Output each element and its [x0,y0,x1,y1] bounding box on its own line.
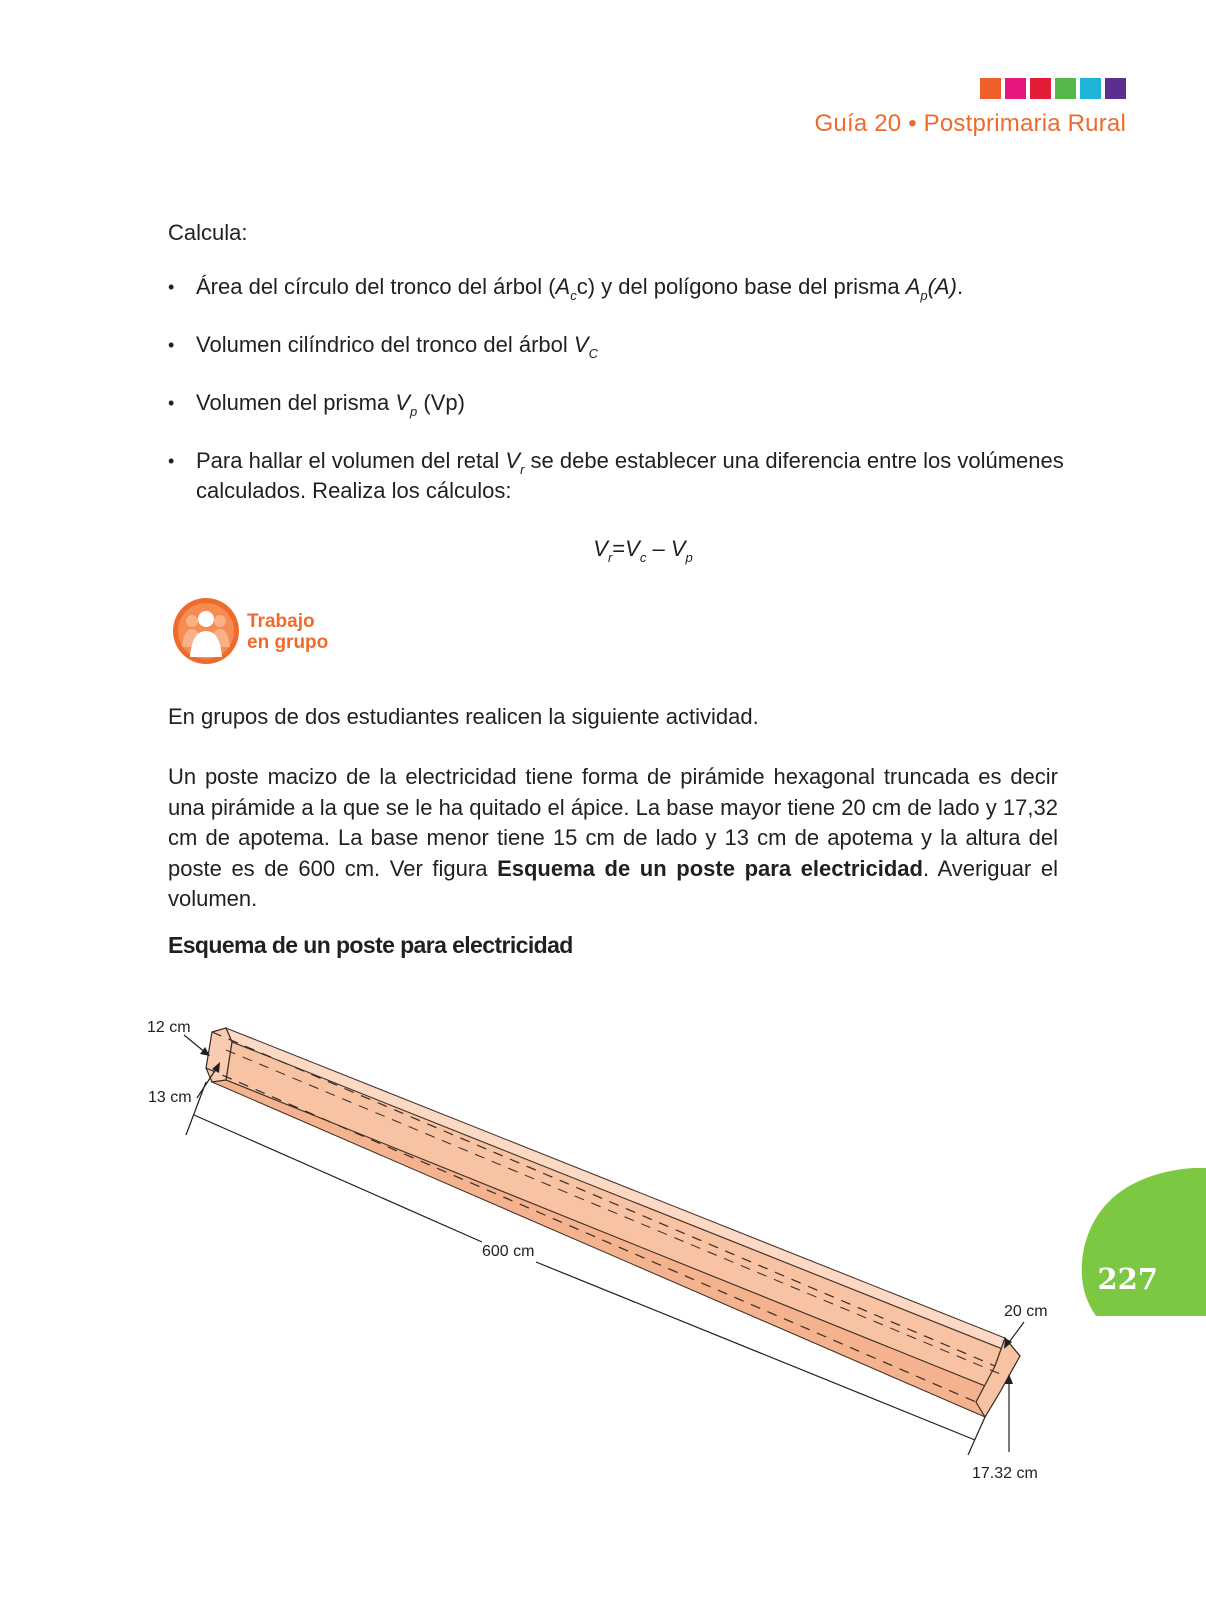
text: . [956,274,964,299]
label-large-apothem: 17.32 cm [972,1465,1038,1482]
var: (A) [927,274,957,299]
problem-text: Un poste macizo de la electricidad tiene forma de pirámide hexagonal truncada es decir una pirámide a la que se le ha quitado el ápice. La base mayor tiene 20 cm de lado y 17,32 cm de apotema. La base menor tiene 15 cm de lado y 13 cm de apotema y la altura del poste es de 600 cm. Ver figura [168,764,1058,881]
text: Volumen del prisma [196,390,396,415]
subscript: r [607,550,613,565]
subscript: C [588,346,598,361]
text: c) y del polígono base del prisma [576,274,906,299]
text: Para hallar el volumen del retal [196,448,506,473]
text: Área del círculo del tronco del árbol ( [196,274,556,299]
pole-front-face [226,1042,1020,1392]
activity-intro: En grupos de dos estudiantes realicen la siguiente actividad. [168,704,759,729]
var: A [555,274,571,299]
calcula-label: Calcula: [168,220,248,245]
pole-top-face [226,1028,1020,1356]
subscript: p [410,404,418,419]
problem-end: . Averiguar el volumen. [168,855,1059,911]
group-work-line1: Trabajo [247,611,315,632]
operator: = [612,536,626,561]
text: Volumen cilíndrico del tronco del árbol [196,332,574,357]
label-small-apothem: 13 cm [148,1089,192,1106]
label-small-side: 12 cm [147,1019,191,1036]
var: V [625,536,640,561]
group-work-line2: en grupo [247,632,329,653]
var: V [395,390,411,415]
subscript: c [639,550,647,565]
var: V [593,536,608,561]
subscript: r [520,462,525,477]
var: A [905,274,921,299]
length-extension-right [968,1417,985,1455]
text: se debe establecer una diferencia entre los volúmenes calculados. Realiza los cálculos: [196,448,1064,503]
text: (Vp) [417,390,465,415]
page-number: 227 [1097,1262,1158,1296]
header-title: Guía 20 • Postprimaria Rural [814,110,1126,137]
var: V [505,448,521,473]
subscript: c [570,288,577,303]
figure-reference: Esquema de un poste para electricidad [497,855,923,881]
subscript: p [685,550,693,565]
var: V [573,332,589,357]
figure-title: Esquema de un poste para electricidad [168,932,573,958]
subscript: p [920,288,928,303]
pole-bottom-face [212,1080,1000,1417]
label-length: 600 cm [482,1243,535,1260]
var: V [670,536,686,561]
operator: – [646,536,671,561]
label-large-side: 20 cm [1004,1303,1048,1320]
